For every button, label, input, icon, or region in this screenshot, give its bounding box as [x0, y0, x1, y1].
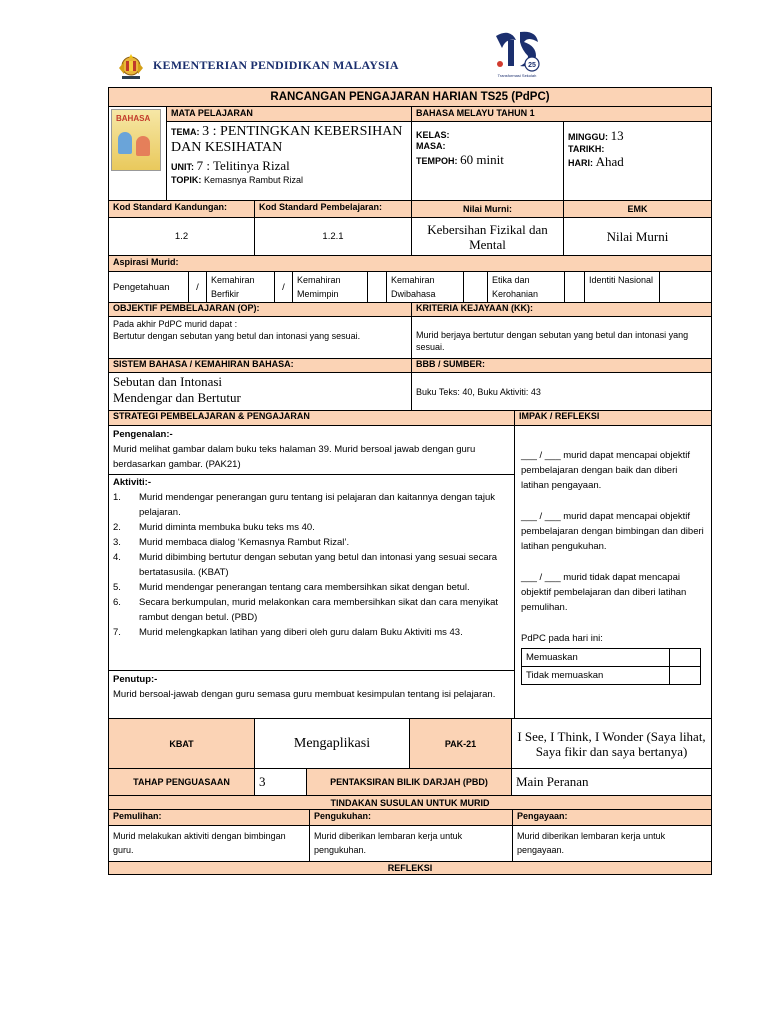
kk-label: KRITERIA KEJAYAAN (KK):	[412, 303, 712, 317]
penutup-label: Penutup:-	[113, 674, 158, 685]
pdpc-label: PdPC pada hari ini:	[521, 633, 603, 644]
sheet-title: RANCANGAN PENGAJARAN HARIAN TS25 (PdPC)	[109, 88, 712, 107]
mata-pelajaran-label: MATA PELAJARAN	[167, 107, 412, 122]
memuaskan-checkbox[interactable]	[670, 649, 701, 667]
aspirasi-item-dwibahasa: Kemahiran Dwibahasa	[387, 272, 464, 303]
sistem-bahasa-label: SISTEM BAHASA / KEMAHIRAN BAHASA:	[109, 359, 412, 373]
pak21-value: I See, I Think, I Wonder (Saya lihat, Saya fikir dan saya bertanya)	[512, 719, 712, 769]
list-item: 6. Secara berkumpulan, murid melakonkan cara membersihkan sikat dan cara menyikat rambut dengan betul. (PBD)	[113, 597, 499, 623]
tarikh-label: TARIKH:	[568, 144, 605, 154]
penutup-text: Murid bersoal-jawab dengan guru semasa guru membuat kesimpulan tentang isi pelajaran.	[113, 689, 496, 700]
ts25-logo-icon	[492, 26, 542, 76]
tempoh-label: TEMPOH:	[416, 156, 458, 166]
pbd-label: PENTAKSIRAN BILIK DARJAH (PBD)	[307, 769, 512, 796]
textbook-cover-image	[111, 109, 161, 171]
kbat-value: Mengaplikasi	[255, 719, 410, 769]
aspirasi-item-memimpin: Kemahiran Memimpin	[293, 272, 368, 303]
list-item: 7. Murid melengkapkan latihan yang diberi oleh guru dalam Buku Aktiviti ms 43.	[113, 627, 463, 638]
op-value: Bertutur dengan sebutan yang betul dan intonasi yang sesuai.	[113, 331, 361, 341]
kbat-label: KBAT	[109, 719, 255, 769]
pak21-label: PAK-21	[410, 719, 512, 769]
textbook-cover-title: BAHASA	[116, 114, 151, 123]
refleksi-label: REFLEKSI	[109, 862, 712, 875]
minggu-value: 13	[610, 128, 624, 143]
topik-value: Kemasnya Rambut Rizal	[203, 175, 304, 185]
pengukuhan-value: Murid diberikan lembaran kerja untuk pengukuhan.	[310, 826, 513, 862]
textbook-cover	[109, 107, 167, 201]
masa-label: MASA:	[416, 141, 446, 151]
aspirasi-label: Aspirasi Murid:	[109, 256, 712, 272]
pengukuhan-label: Pengukuhan:	[310, 810, 513, 826]
list-item: 5. Murid mendengar penerangan tentang cara membersihkan sikat dengan betul.	[113, 582, 470, 593]
kelas-label: KELAS:	[416, 130, 450, 140]
aspirasi-mark-etika	[565, 272, 585, 303]
aspirasi-mark-berfikir: /	[275, 272, 293, 303]
svg-text:25: 25	[528, 62, 536, 69]
bbb-label: BBB / SUMBER:	[412, 359, 712, 373]
emk-value: Nilai Murni	[564, 218, 712, 256]
pbd-value: Main Peranan	[512, 769, 712, 796]
pengayaan-value: Murid diberikan lembaran kerja untuk pengayaan.	[513, 826, 712, 862]
pengayaan-label: Pengayaan:	[513, 810, 712, 826]
sistem-bahasa-line1: Sebutan dan Intonasi	[113, 374, 223, 389]
ministry-title: KEMENTERIAN PENDIDIKAN MALAYSIA	[153, 58, 399, 72]
topik-label: TOPIK:	[171, 175, 202, 185]
susulan-label: TINDAKAN SUSULAN UNTUK MURID	[109, 796, 712, 810]
memuaskan-label: Memuaskan	[522, 649, 670, 667]
nilai-murni-label: Nilai Murni:	[412, 201, 564, 218]
aspirasi-mark-dwibahasa	[464, 272, 488, 303]
list-item: 2. Murid diminta membuka buku teks ms 40.	[113, 522, 315, 533]
strategi-label: STRATEGI PEMBELAJARAN & PENGAJARAN	[109, 411, 515, 426]
impak-baik: ___ / ___ murid dapat mencapai objektif pembelajaran dengan baik dan diberi latihan pengayaan.	[521, 450, 690, 491]
list-item: 4. Murid dibimbing bertutur dengan sebutan yang betul dan intonasi yang sesuai secara bertatasusila. (KBAT)	[113, 552, 498, 578]
ksk-label: Kod Standard Kandungan:	[109, 201, 255, 218]
ksk-value: 1.2	[109, 218, 255, 256]
op-label: OBJEKTIF PEMBELAJARAN (OP):	[109, 303, 412, 317]
tahap-penguasaan-label: TAHAP PENGUASAAN	[109, 769, 255, 796]
ksp-value: 1.2.1	[255, 218, 412, 256]
kk-value: Murid berjaya bertutur dengan sebutan yang betul dan intonasi yang sesuai.	[412, 317, 712, 359]
tahap-penguasaan-value: 3	[255, 769, 307, 796]
list-item: 3. Murid membaca dialog ‘Kemasnya Rambut Rizal’.	[113, 537, 350, 548]
ksp-label: Kod Standard Pembelajaran:	[255, 201, 412, 218]
aspirasi-mark-pengetahuan: /	[189, 272, 207, 303]
tidak-memuaskan-label: Tidak memuaskan	[522, 667, 670, 685]
sistem-bahasa-line2: Mendengar dan Bertutur	[113, 390, 241, 405]
lesson-plan-sheet	[108, 87, 712, 875]
impak-bimbingan: ___ / ___ murid dapat mencapai objektif pembelajaran dengan bimbingan dan diberi latihan pengukuhan.	[521, 511, 704, 552]
aspirasi-item-identiti: Identiti Nasional	[585, 272, 660, 303]
hari-label: HARI:	[568, 158, 593, 168]
impak-label: IMPAK / REFLEKSI	[515, 411, 712, 426]
pengenalan-label: Pengenalan:-	[113, 429, 173, 440]
aspirasi-item-etika: Etika dan Kerohanian	[488, 272, 565, 303]
pemulihan-value: Murid melakukan aktiviti dengan bimbingan guru.	[109, 826, 310, 862]
hari-value: Ahad	[595, 154, 624, 169]
unit-value: 7 : Telitinya Rizal	[196, 158, 290, 173]
unit-label: UNIT:	[171, 162, 194, 172]
op-intro: Pada akhir PdPC murid dapat :	[113, 319, 238, 329]
tempoh-value: 60 minit	[460, 152, 504, 167]
aktiviti-list	[113, 490, 510, 640]
pemulihan-label: Pemulihan:	[109, 810, 310, 826]
impak-pemulihan: ___ / ___ murid tidak dapat mencapai objektif pembelajaran dan diberi latihan pemulihan.	[521, 572, 687, 613]
list-item: 1. Murid mendengar penerangan guru tentang isi pelajaran dan kaitannya dengan tajuk pelajaran.	[113, 492, 495, 518]
pdpc-rating-table	[521, 648, 701, 685]
bbb-value: Buku Teks: 40, Buku Aktiviti: 43	[412, 373, 712, 411]
minggu-label: MINGGU:	[568, 132, 608, 142]
aspirasi-item-berfikir: Kemahiran Berfikir	[207, 272, 275, 303]
ts25-logo-caption: Transformasi Sekolah	[497, 73, 537, 78]
ministry-crest-icon	[116, 52, 146, 82]
aspirasi-mark-memimpin	[368, 272, 387, 303]
nilai-murni-value: Kebersihan Fizikal dan Mental	[412, 218, 564, 256]
tema-value: 3 : PENTINGKAN KEBERSIHAN DAN KESIHATAN	[171, 124, 403, 155]
aktiviti-label: Aktiviti:-	[113, 477, 151, 488]
emk-label: EMK	[564, 201, 712, 218]
tidak-memuaskan-checkbox[interactable]	[670, 667, 701, 685]
mata-pelajaran-value: BAHASA MELAYU TAHUN 1	[412, 107, 712, 122]
pengenalan-text: Murid melihat gambar dalam buku teks halaman 39. Murid bersoal jawab dengan guru berdasarkan gambar. (PAK21)	[113, 444, 476, 470]
aspirasi-item-pengetahuan: Pengetahuan	[109, 272, 189, 303]
aspirasi-mark-identiti	[660, 272, 712, 303]
tema-label: TEMA:	[171, 127, 200, 137]
